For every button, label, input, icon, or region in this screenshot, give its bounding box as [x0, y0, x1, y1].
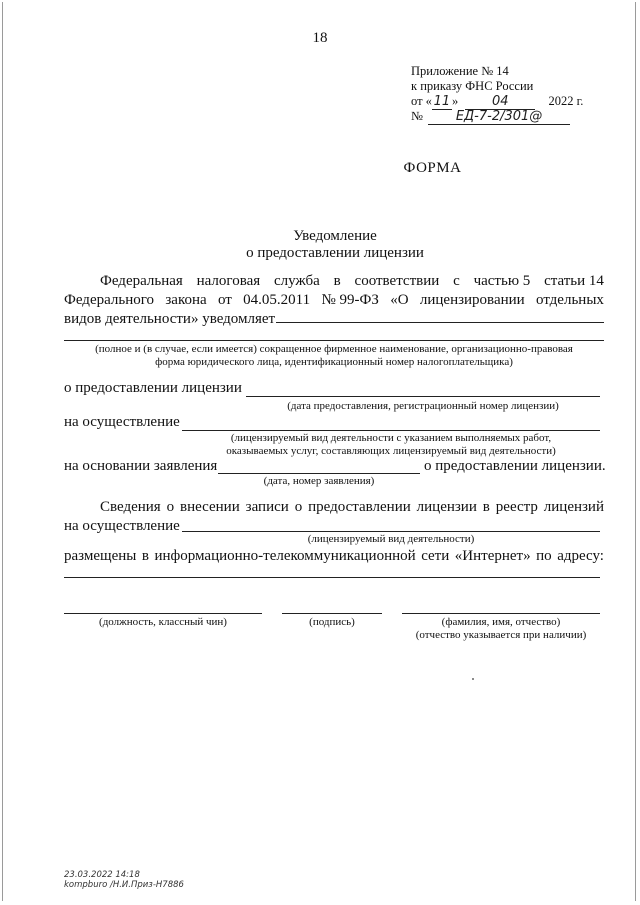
- license-grant-label: о предоставлении лицензии: [64, 380, 242, 396]
- word: в: [141, 548, 149, 564]
- word: служба: [273, 273, 320, 289]
- word: соответствии: [354, 273, 440, 289]
- patronymic-note: (отчество указывается при наличии): [415, 629, 587, 641]
- application-caption: (дата, номер заявления): [263, 475, 375, 487]
- word: от: [217, 292, 232, 308]
- order-number: ЕД-7-2/301@: [428, 109, 570, 125]
- word: статьи 14: [544, 273, 604, 289]
- date-mid: »: [451, 94, 459, 108]
- word: о: [294, 499, 303, 515]
- license-info-caption: (дата предоставления, регистрационный номер лицензии): [287, 400, 559, 412]
- appendix-line2: к приказу ФНС России: [411, 79, 534, 93]
- document-title: Уведомление: [293, 228, 377, 244]
- word: лицензий: [543, 499, 604, 515]
- form-label: ФОРМА: [403, 160, 462, 176]
- registry-line3: [64, 547, 604, 566]
- footer-file-ref: kompburo /Н.И.Приз-Н7886: [64, 880, 184, 890]
- org-caption-line1: (полное и (в случае, если имеется) сокращенное фирменное наименование, организационно-правовая: [95, 343, 573, 355]
- appendix-block: [411, 64, 583, 124]
- word: 04.05.2011: [243, 292, 311, 308]
- registry-activity-caption: (лицензируемый вид деятельности): [307, 533, 475, 545]
- application-suffix: о предоставлении лицензии.: [424, 458, 606, 474]
- date-month: 04: [465, 94, 535, 110]
- word: «Интернет»: [454, 548, 531, 564]
- word: по: [536, 548, 552, 564]
- word: Сведения: [100, 499, 161, 515]
- intro-line3: [64, 310, 604, 329]
- license-info-field[interactable]: [246, 396, 600, 397]
- intro-paragraph: [64, 272, 604, 329]
- signature-caption: (подпись): [309, 616, 355, 628]
- word: внесении: [180, 499, 240, 515]
- word: лицензии: [416, 499, 477, 515]
- word: Федерального: [64, 292, 155, 308]
- position-caption: (должность, классный чин): [99, 616, 227, 628]
- activity-caption-line1: (лицензируемый вид деятельности с указанием выполняемых работ,: [230, 432, 552, 444]
- word: в: [333, 273, 341, 289]
- intro-line2: [64, 291, 604, 310]
- intro-line1: [64, 272, 604, 291]
- position-field[interactable]: [64, 613, 262, 614]
- word: размещены: [64, 548, 137, 564]
- word: записи: [245, 499, 289, 515]
- scan-speck: [472, 678, 474, 680]
- activity-label: на осуществление: [64, 414, 180, 430]
- word: лицензировании: [419, 292, 525, 308]
- document-subtitle: о предоставлении лицензии: [246, 245, 424, 261]
- appendix-number-row: [411, 109, 583, 124]
- appendix-date-row: [411, 94, 583, 109]
- word: отдельных: [536, 292, 604, 308]
- registry-line1: [64, 498, 604, 517]
- appendix-line1: Приложение № 14: [411, 64, 509, 78]
- full-name-caption: (фамилия, имя, отчество): [441, 616, 561, 628]
- application-label: на основании заявления: [64, 458, 218, 474]
- word: информационно-телекоммуникационной: [154, 548, 416, 564]
- date-prefix: от «: [411, 94, 432, 108]
- page-number: 18: [312, 30, 328, 46]
- org-name-field-2[interactable]: [64, 340, 604, 341]
- word: адресу:: [557, 548, 604, 564]
- word: закона: [165, 292, 207, 308]
- registry-activity-label: на осуществление: [64, 518, 180, 534]
- word: в: [482, 499, 490, 515]
- registry-activity-field[interactable]: [182, 531, 600, 532]
- full-name-field[interactable]: [402, 613, 600, 614]
- org-name-field[interactable]: [276, 322, 604, 323]
- word: предоставлении: [308, 499, 411, 515]
- intro-line3-text: видов деятельности» уведомляет: [64, 311, 276, 327]
- word: сети: [421, 548, 450, 564]
- signature-field[interactable]: [282, 613, 382, 614]
- word: с: [453, 273, 460, 289]
- word: налоговая: [196, 273, 261, 289]
- application-field[interactable]: [218, 473, 420, 474]
- date-day: 11: [433, 94, 451, 109]
- footer-timestamp: 23.03.2022 14:18: [64, 870, 140, 880]
- registry-address-paragraph: [64, 547, 604, 566]
- word: частью 5: [473, 273, 531, 289]
- date-year: 2022 г.: [548, 94, 584, 108]
- activity-field[interactable]: [182, 430, 600, 431]
- word: Федеральная: [100, 273, 183, 289]
- internet-address-field[interactable]: [64, 577, 600, 578]
- word: о: [166, 499, 175, 515]
- number-prefix: №: [411, 109, 423, 123]
- org-caption-line2: форма юридического лица, идентификационный номер налогоплательщика): [155, 356, 513, 368]
- word: № 99-ФЗ: [321, 292, 379, 308]
- activity-caption-line2: оказываемых услуг, составляющих лицензируемый вид деятельности): [226, 445, 556, 457]
- word: реестр: [495, 499, 538, 515]
- word: «О: [390, 292, 409, 308]
